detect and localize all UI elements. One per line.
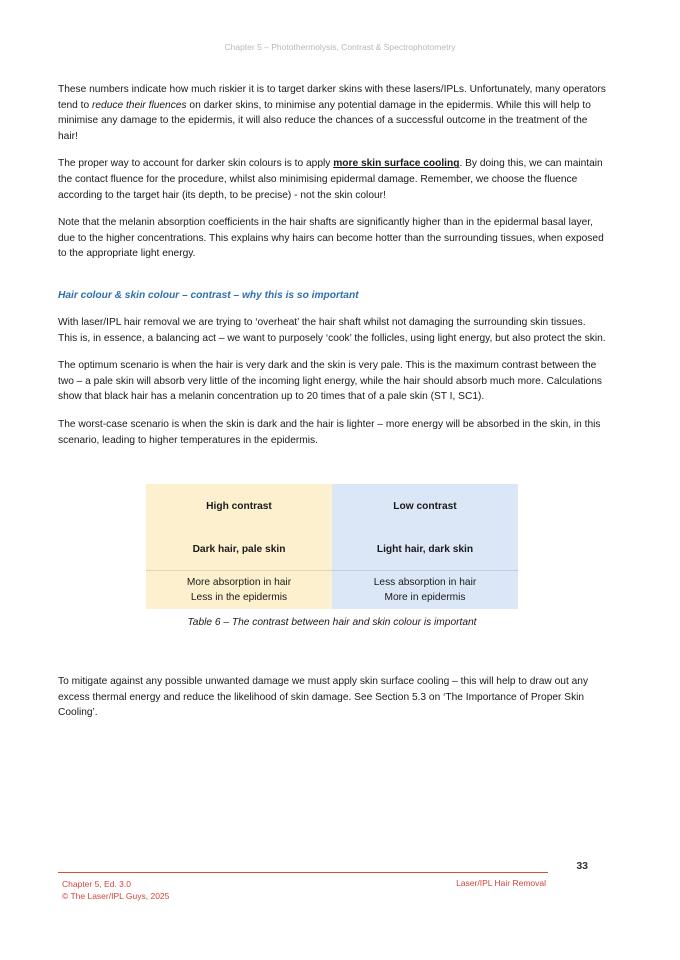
emphasis-more-cooling: more skin surface cooling <box>333 158 460 170</box>
footer-edition: Chapter 5, Ed. 3.0 <box>62 879 131 889</box>
paragraph-risk: These numbers indicate how much riskier it is to target darker skins with these lasers/IPLs. Unfortunately, many operators tend to reduce their fluences on darker skins, to minimise any potential damage in the epidermis. While this will help to minimise any damage to the epidermis, it will also reduce the chances of a successful outcome in the treatment of the hair! <box>58 84 606 142</box>
table-row <box>146 528 518 571</box>
paragraph-cooling: The proper way to account for darker skin colours is to apply more skin surface cooling. By doing this, we can maintain the contact fluence for the procedure, whilst also minimising epidermal damage. Remember, we choose the fluence according to the target hair (its depth, to be precise) - not the skin colour! <box>58 158 603 201</box>
contrast-table-figure <box>58 484 606 628</box>
high-contrast-detail: More absorption in hair Less in the epidermis <box>146 571 332 610</box>
low-contrast-subtitle: Light hair, dark skin <box>332 528 518 571</box>
page-body <box>58 82 606 733</box>
paragraph-optimum: The optimum scenario is when the hair is very dark and the skin is very pale. This is the maximum contrast between the two – a pale skin will absorb very little of the incoming light energy, while the hair should absorb much more. Calculations show that black hair has a melanin concentration up to 20 times that of a pale skin (ST I, SC1). <box>58 360 602 403</box>
section-heading: Hair colour & skin colour – contrast – why this is so important <box>58 289 359 301</box>
table-row <box>146 571 518 610</box>
footer-left <box>62 878 169 902</box>
high-contrast-subtitle: Dark hair, pale skin <box>146 528 332 571</box>
paragraph-balancing: With laser/IPL hair removal we are trying to ‘overheat’ the hair shaft whilst not damaging the surrounding skin tissues. This is, in essence, a balancing act – we want to purposely ‘cook’ the follicles, using light energy, but also protect the skin. <box>58 316 606 344</box>
footer-copyright: © The Laser/IPL Guys, 2025 <box>62 891 170 901</box>
paragraph-worst-case: The worst-case scenario is when the skin is dark and the hair is lighter – more energy will be absorbed in the skin, in this scenario, leading to higher temperatures in the epidermis. <box>58 418 601 446</box>
table-caption: Table 6 – The contrast between hair and skin colour is important <box>187 617 477 629</box>
low-contrast-title: Low contrast <box>332 484 518 528</box>
table-row <box>146 484 518 528</box>
contrast-table <box>146 484 518 609</box>
running-header: Chapter 5 – Photothermolysis, Contrast & Spectrophotometry <box>224 42 456 52</box>
paragraph-melanin: Note that the melanin absorption coefficients in the hair shafts are significantly higher than in the epidermal basal layer, due to the higher concentrations. This explains why hairs can become hotter than the surrounding tissues, when exposed to the appropriate light energy. <box>58 217 604 260</box>
footer-divider <box>58 872 548 873</box>
low-contrast-detail: Less absorption in hair More in epidermis <box>332 571 518 610</box>
footer-book-title: Laser/IPL Hair Removal <box>456 878 546 888</box>
emphasis-reduce-fluences: reduce their fluences <box>92 99 187 111</box>
high-contrast-title: High contrast <box>146 484 332 528</box>
paragraph-mitigate: To mitigate against any possible unwanted damage we must apply skin surface cooling – this will help to draw out any excess thermal energy and reduce the likelihood of skin damage. See Section 5.3 on ‘The Importance of Proper Skin Cooling’. <box>58 676 589 719</box>
page-number: 33 <box>576 860 588 872</box>
